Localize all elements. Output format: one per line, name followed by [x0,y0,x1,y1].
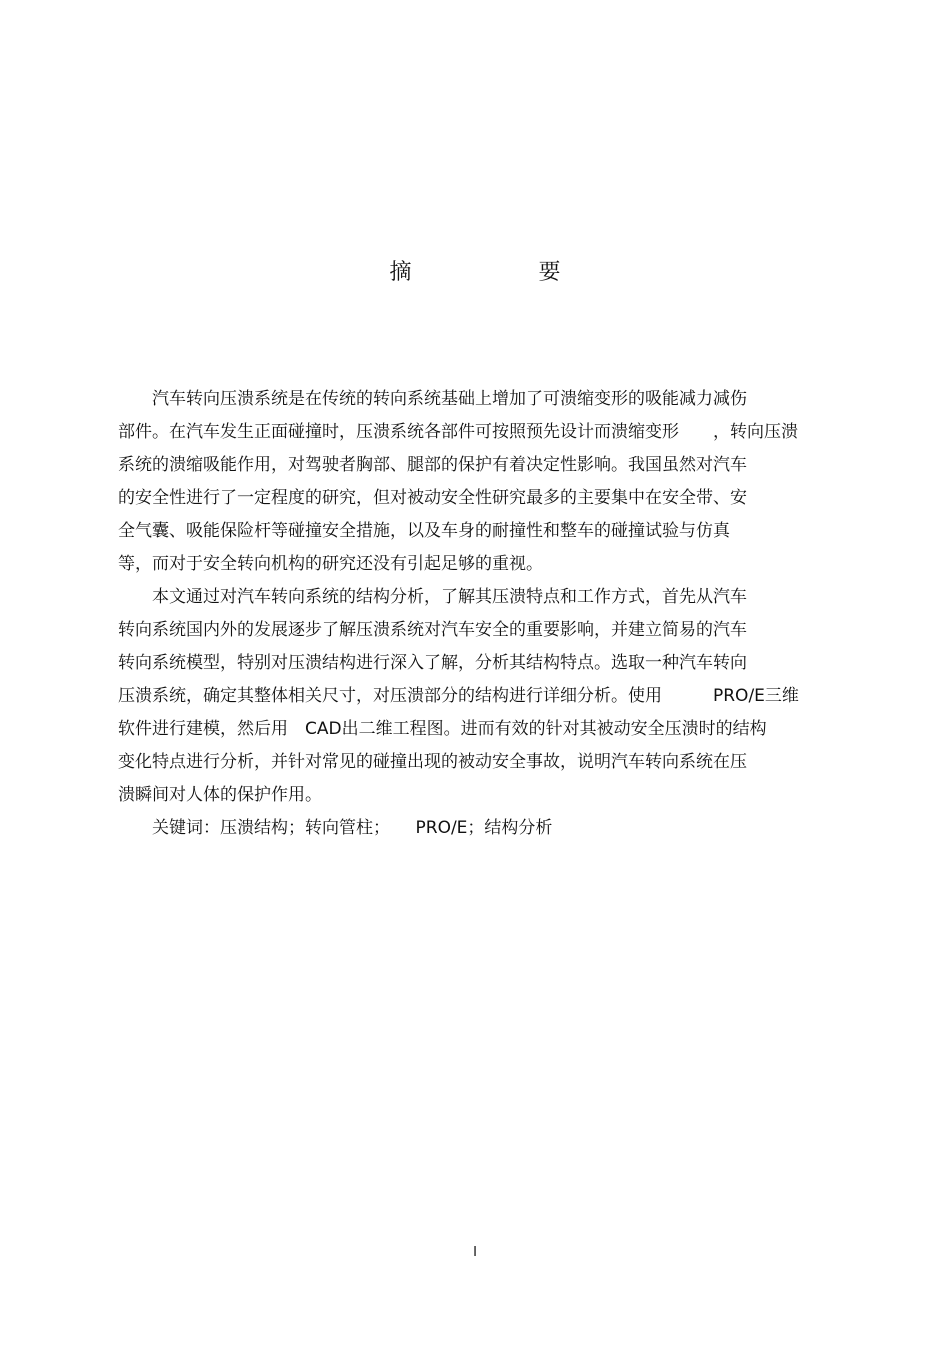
paragraph-line: 转向系统模型，特别对压溃结构进行深入了解，分析其结构特点。选取一种汽车转向 [118,653,747,673]
keywords-line: 关键词：压溃结构；转向管柱； PRO/E；结构分析 [118,818,553,838]
paragraph-line: 本文通过对汽车转向系统的结构分析，了解其压溃特点和工作方式，首先从汽车 [118,587,747,607]
paragraph-line: 变化特点进行分析，并针对常见的碰撞出现的被动安全事故，说明汽车转向系统在压 [118,752,747,772]
paragraph-line: 的安全性进行了一定程度的研究，但对被动安全性研究最多的主要集中在安全带、安 [118,488,747,508]
page-number: I [473,1245,477,1260]
paragraph-line: 软件进行建模，然后用 CAD出二维工程图。进而有效的针对其被动安全压溃时的结构 [118,719,767,739]
paragraph-line: 转向系统国内外的发展逐步了解压溃系统对汽车安全的重要影响，并建立简易的汽车 [118,620,747,640]
paragraph-line: 溃瞬间对人体的保护作用。 [118,785,322,805]
paragraph-line: 部件。在汽车发生正面碰撞时，压溃系统各部件可按照预先设计而溃缩变形 ，转向压溃 [118,422,798,442]
paragraph-line: 系统的溃缩吸能作用，对驾驶者胸部、腿部的保护有着决定性影响。我国虽然对汽车 [118,455,747,475]
paragraph-line: 汽车转向压溃系统是在传统的转向系统基础上增加了可溃缩变形的吸能减力减伤 [118,389,747,409]
paragraph-line: 压溃系统，确定其整体相关尺寸，对压溃部分的结构进行详细分析。使用 PRO/E三维 [118,686,799,706]
paragraph-line: 全气囊、吸能保险杆等碰撞安全措施，以及车身的耐撞性和整车的碰撞试验与仿真 [118,521,730,541]
paragraph-line: 等，而对于安全转向机构的研究还没有引起足够的重视。 [118,554,543,574]
page-title: 摘 要 [389,260,621,285]
